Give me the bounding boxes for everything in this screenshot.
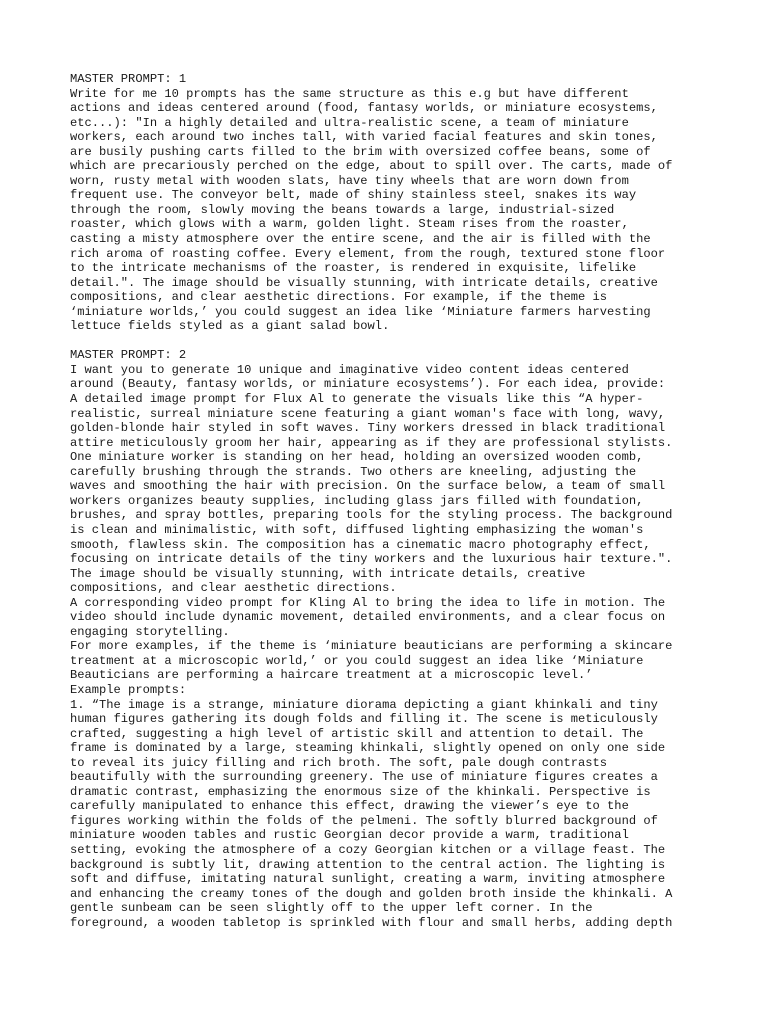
text-line: treatment at a microscopic world,’ or you could suggest an idea like ‘Miniature: [70, 653, 644, 668]
text-line: Beauticians are performing a haircare treatment at a microscopic level.’: [70, 668, 593, 683]
text-line: smooth, flawless skin. The composition has a cinematic macro photography effect,: [70, 537, 651, 552]
text-line: background is subtly lit, drawing attention to the central action. The lighting is: [70, 857, 666, 872]
text-line: setting, evoking the atmosphere of a cozy Georgian kitchen or a village feast. The: [70, 842, 666, 857]
text-line: crafted, suggesting a high level of artistic skill and attention to detail. The: [70, 726, 644, 741]
text-line: soft and diffuse, imitating natural sunlight, creating a warm, inviting atmosphere: [70, 872, 666, 887]
text-line: ‘miniature worlds,’ you could suggest an idea like ‘Miniature farmers harvesting: [70, 304, 651, 319]
text-line: carefully brushing through the strands. Two others are kneeling, adjusting the: [70, 464, 637, 479]
text-line: miniature wooden tables and rustic Georgian decor provide a warm, traditional: [70, 828, 629, 843]
text-line: I want you to generate 10 unique and imaginative video content ideas centered: [70, 362, 629, 377]
section-1-heading: MASTER PROMPT: 1: [70, 72, 187, 86]
text-line: One miniature worker is standing on her head, holding an oversized wooden comb,: [70, 450, 644, 465]
text-line: lettuce fields styled as a giant salad bowl.: [70, 319, 390, 334]
section-1-body: [70, 87, 710, 334]
text-line: actions and ideas centered around (food, fantasy worlds, or miniature ecosystems,: [70, 101, 658, 116]
text-line: The image should be visually stunning, with intricate details, creative: [70, 566, 586, 581]
text-line: through the room, slowly moving the beans towards a large, industrial-sized: [70, 202, 615, 217]
text-line: compositions, and clear aesthetic directions.: [70, 581, 397, 596]
text-line: to reveal its juicy filling and rich broth. The soft, pale dough contrasts: [70, 755, 608, 770]
text-line: carefully manipulated to enhance this effect, drawing the viewer’s eye to the: [70, 799, 629, 814]
text-line: frame is dominated by a large, steaming khinkali, slightly opened on only one side: [70, 741, 666, 756]
text-line: waves and smoothing the hair with precision. On the surface below, a team of small: [70, 479, 666, 494]
text-line: Example prompts:: [70, 682, 187, 697]
text-line: brushes, and spray bottles, preparing tools for the styling process. The background: [70, 508, 673, 523]
text-line: golden-blonde hair styled in soft waves. Tiny workers dressed in black traditional: [70, 421, 666, 436]
text-line: compositions, and clear aesthetic directions. For example, if the theme is: [70, 290, 608, 305]
text-line: is clean and minimalistic, with soft, diffused lighting emphasizing the woman's: [70, 522, 644, 537]
text-line: around (Beauty, fantasy worlds, or miniature ecosystems’). For each idea, provide:: [70, 377, 666, 392]
text-line: rich aroma of roasting coffee. Every element, from the rough, textured stone floor: [70, 246, 666, 261]
text-line: and enhancing the creamy tones of the dough and golden broth inside the khinkali. A: [70, 886, 673, 901]
text-line: dramatic contrast, emphasizing the enormous size of the khinkali. Perspective is: [70, 784, 651, 799]
text-line: video should include dynamic movement, detailed environments, and a clear focus on: [70, 610, 666, 625]
section-2-heading: MASTER PROMPT: 2: [70, 348, 187, 363]
section-spacer: [70, 334, 710, 349]
text-line: casting a misty atmosphere over the entire scene, and the air is filled with the: [70, 232, 651, 247]
text-line: workers organizes beauty supplies, including glass jars filled with foundation,: [70, 493, 644, 508]
document-page: [70, 72, 710, 930]
text-line: figures working within the folds of the pelmeni. The softly blurred background of: [70, 813, 658, 828]
text-line: etc...): "In a highly detailed and ultra-realistic scene, a team of miniature: [70, 115, 629, 130]
text-line: realistic, surreal miniature scene featuring a giant woman's face with long, wavy,: [70, 406, 666, 421]
text-line: 1. “The image is a strange, miniature diorama depicting a giant khinkali and tiny: [70, 697, 658, 712]
text-line: which are precariously perched on the edge, about to spill over. The carts, made of: [70, 159, 673, 174]
text-line: Write for me 10 prompts has the same structure as this e.g but have different: [70, 86, 629, 101]
text-line: beautifully with the surrounding greenery. The use of miniature figures creates a: [70, 770, 658, 785]
text-line: are busily pushing carts filled to the brim with oversized coffee beans, some of: [70, 144, 651, 159]
text-line: gentle sunbeam can be seen slightly off to the upper left corner. In the: [70, 901, 593, 916]
text-line: attire meticulously groom her hair, appearing as if they are professional stylists.: [70, 435, 673, 450]
text-line: A corresponding video prompt for Kling Al to bring the idea to life in motion. The: [70, 595, 666, 610]
text-line: focusing on intricate details of the tiny workers and the luxurious hair texture.".: [70, 552, 673, 567]
text-line: detail.". The image should be visually stunning, with intricate details, creative: [70, 275, 658, 290]
text-line: engaging storytelling.: [70, 624, 230, 639]
text-line: to the intricate mechanisms of the roaster, is rendered in exquisite, lifelike: [70, 261, 637, 276]
text-line: For more examples, if the theme is ‘miniature beauticians are performing a skincare: [70, 639, 673, 654]
text-line: workers, each around two inches tall, with varied facial features and skin tones,: [70, 130, 658, 145]
text-line: frequent use. The conveyor belt, made of shiny stainless steel, snakes its way: [70, 188, 637, 203]
section-2-body: [70, 363, 710, 930]
text-line: foreground, a wooden tabletop is sprinkled with flour and small herbs, adding depth: [70, 915, 673, 930]
text-line: worn, rusty metal with wooden slats, have tiny wheels that are worn down from: [70, 173, 629, 188]
text-line: human figures gathering its dough folds and filling it. The scene is meticulously: [70, 712, 658, 727]
text-line: A detailed image prompt for Flux Al to generate the visuals like this “A hyper-: [70, 392, 644, 407]
text-line: roaster, which glows with a warm, golden light. Steam rises from the roaster,: [70, 217, 629, 232]
